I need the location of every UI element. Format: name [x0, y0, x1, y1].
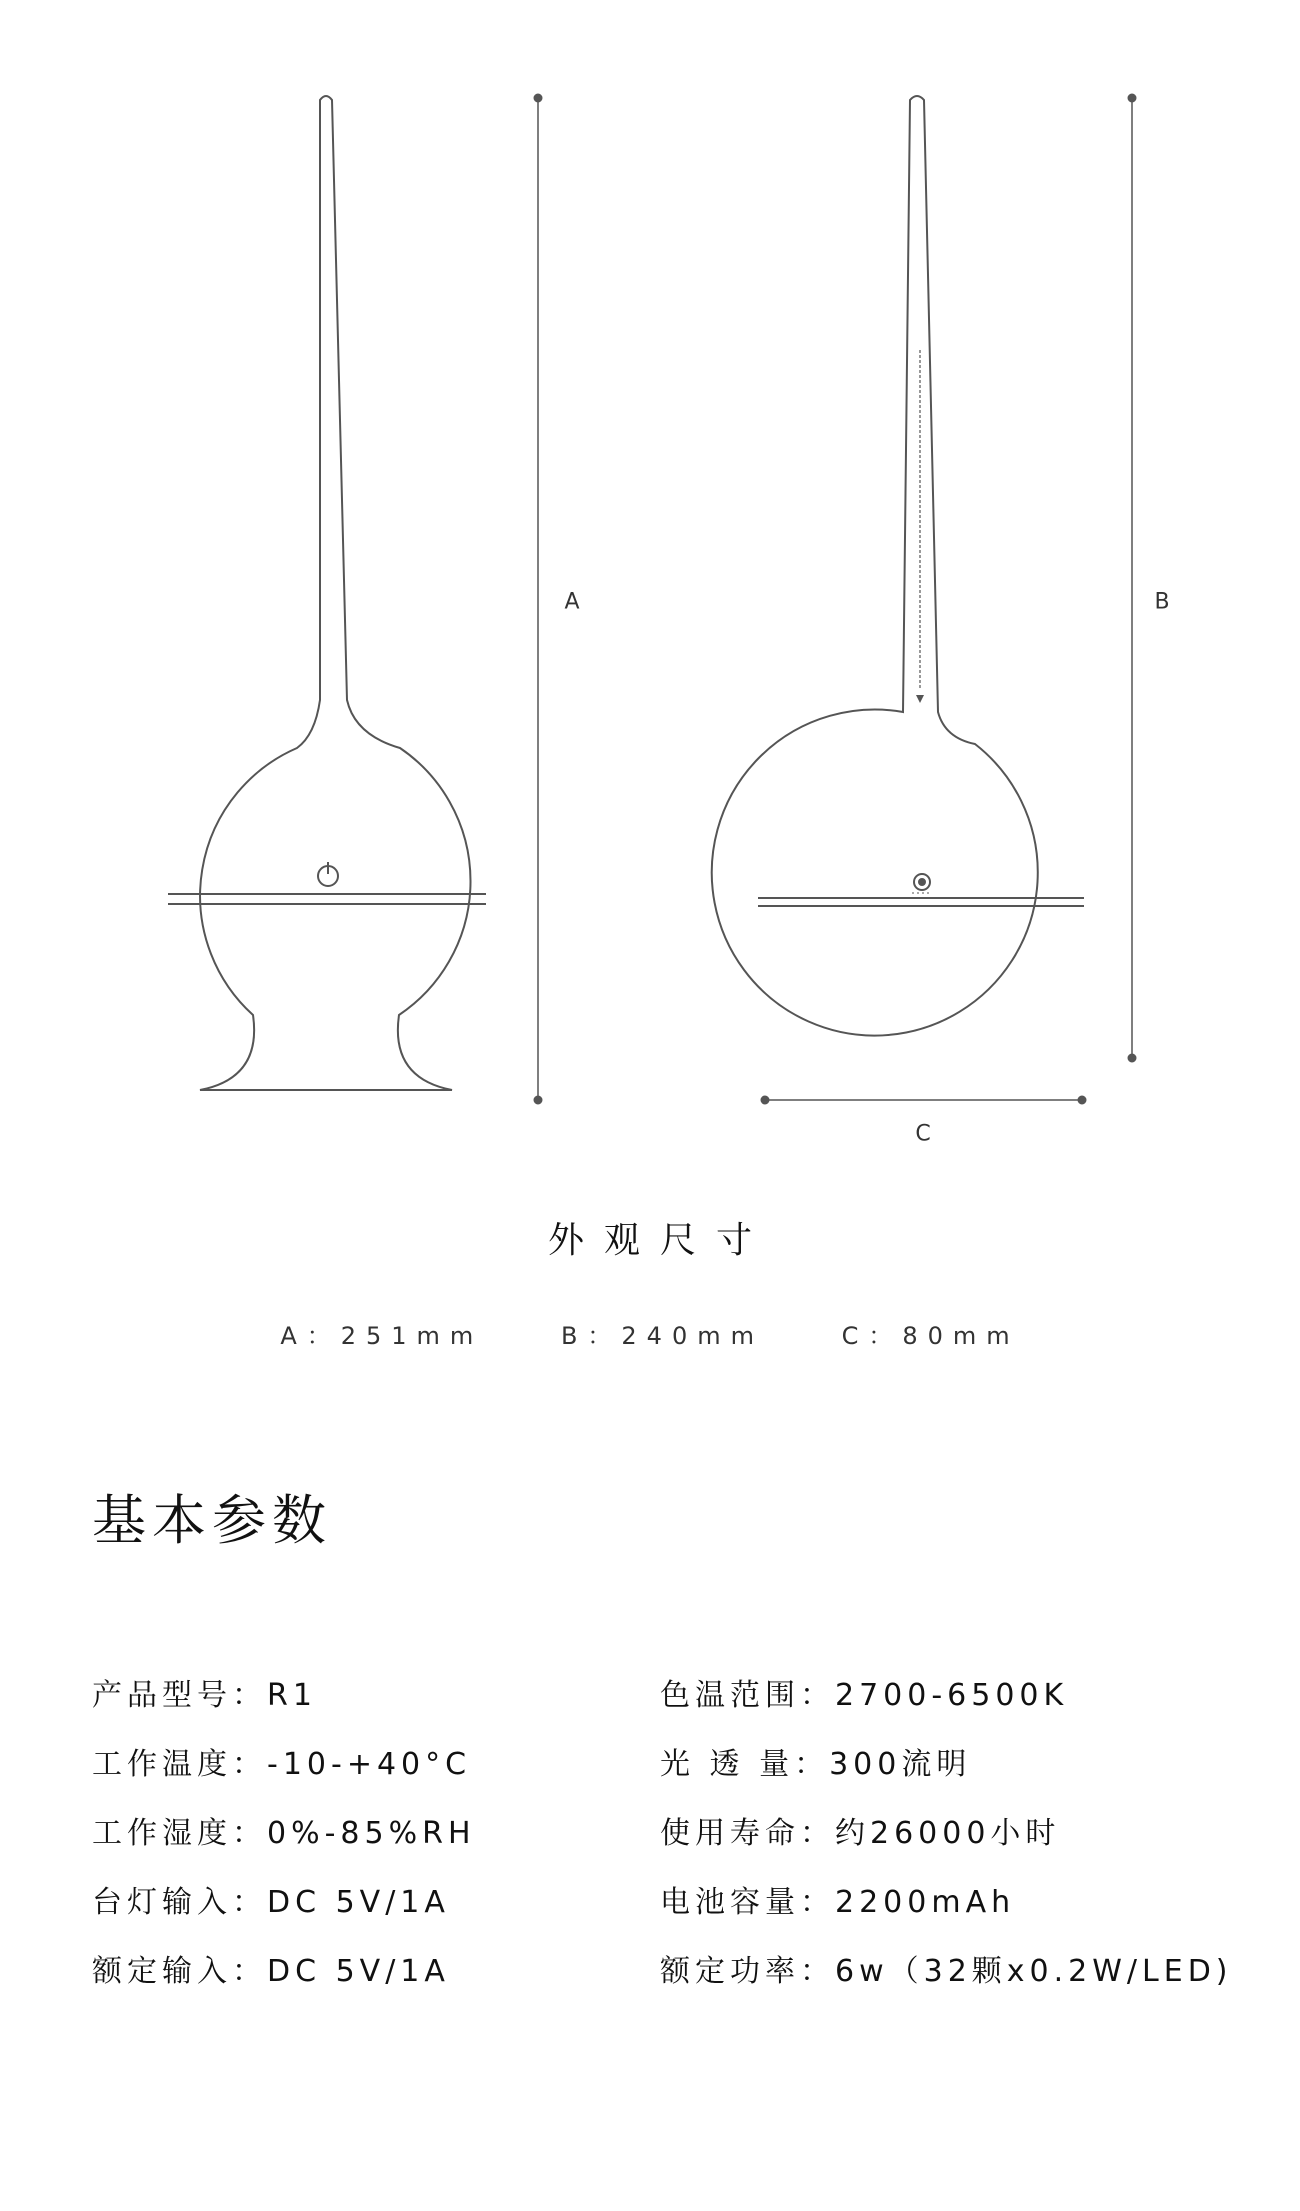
spec-luminous-flux: 光 透 量：300流明 [660, 1747, 972, 1782]
lamp-front-view [168, 96, 486, 1090]
spec-list-right [660, 1670, 1233, 2015]
dimension-label-c: C [915, 1121, 931, 1147]
spec-operating-temperature: 工作温度：-10-+40°C [92, 1747, 472, 1782]
dimension-value-c: C：80mm [841, 1322, 1020, 1350]
appearance-title: 外观尺寸 [547, 1220, 772, 1261]
spec-list-left [92, 1670, 476, 2015]
spec-color-temperature: 色温范围：2700-6500K [660, 1678, 1069, 1713]
dimension-line-b [1129, 95, 1136, 1062]
spec-lamp-input: 台灯输入：DC 5V/1A [92, 1885, 450, 1920]
record-button-icon [914, 874, 930, 890]
spec-battery-capacity: 电池容量：2200mAh [660, 1885, 1016, 1920]
spec-operating-humidity: 工作湿度：0%-85%RH [92, 1816, 476, 1851]
dimension-line-a [535, 95, 542, 1104]
spec-lifespan: 使用寿命：约26000小时 [660, 1816, 1061, 1851]
dimension-values [0, 1316, 1300, 1351]
dimension-label-a: A [564, 589, 580, 615]
lamp-back-view [712, 96, 1084, 1036]
power-icon [318, 862, 338, 886]
spec-model: 产品型号：R1 [92, 1678, 317, 1713]
dimension-value-b: B：240mm [560, 1322, 764, 1350]
spec-rated-input: 额定输入：DC 5V/1A [92, 1954, 450, 1989]
dimension-line-c [762, 1097, 1086, 1104]
dimension-value-a: A：251mm [280, 1322, 484, 1350]
basic-params-heading: 基本参数 [92, 1489, 332, 1552]
dimension-label-b: B [1154, 589, 1170, 615]
spec-rated-power: 额定功率：6w（32颗x0.2W/LED) [660, 1954, 1233, 1989]
